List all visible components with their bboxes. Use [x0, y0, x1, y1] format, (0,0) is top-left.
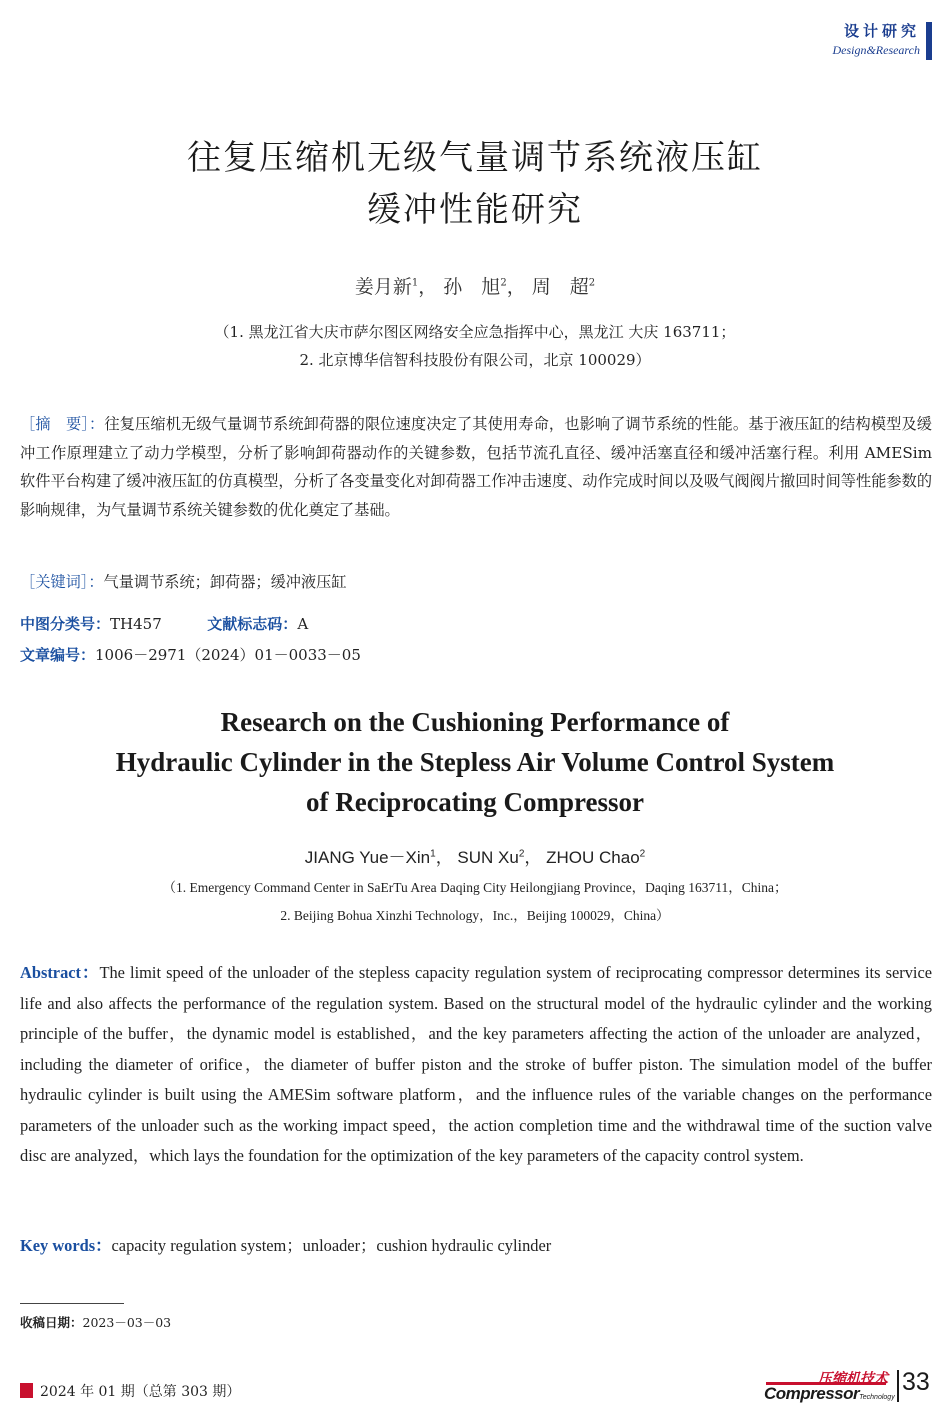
cn-keywords-text: 气量调节系统；卸荷器；缓冲液压缸 — [103, 573, 347, 591]
cn-author-3: 周 超 — [531, 276, 589, 298]
cn-affiliation-2: 2. 北京博华信智科技股份有限公司，北京 100029） — [299, 351, 651, 369]
cn-affiliation-1: （1. 黑龙江省大庆市萨尔图区网络安全应急指挥中心，黑龙江 大庆 163711； — [214, 323, 736, 341]
en-title — [0, 702, 950, 822]
en-title-line1: Research on the Cushioning Performance of — [220, 707, 730, 737]
cn-author-1: 姜月新 — [354, 276, 412, 298]
en-title-line3: of Reciprocating Compressor — [306, 787, 644, 817]
en-author-sep: ， — [524, 848, 542, 867]
article-number-label: 文章编号： — [20, 646, 96, 664]
doc-code-value: A — [297, 615, 309, 633]
cn-keywords — [20, 569, 932, 595]
clc-label: 中图分类号： — [20, 615, 111, 633]
cn-authors — [0, 272, 950, 299]
section-tag-bar — [926, 22, 932, 60]
en-author-2: SUN Xu — [457, 848, 519, 867]
received-date-value: 2023－03－03 — [82, 1315, 172, 1330]
journal-name-cn: 压缩机技术 — [818, 1371, 888, 1387]
cn-keywords-label: ［关键词］： — [20, 573, 104, 591]
article-number-line — [20, 643, 361, 667]
en-author-3-sup: 2 — [639, 848, 646, 860]
journal-name-en-main: Compressor — [764, 1384, 860, 1403]
section-tag — [832, 20, 920, 58]
page-number: 33 — [902, 1368, 930, 1396]
cn-title — [0, 132, 950, 236]
doc-code-label: 文献标志码： — [207, 615, 298, 633]
en-affiliation-2: 2. Beijing Bohua Xinzhi Technology，Inc.，Beijing 100029，China） — [280, 908, 670, 923]
classification-line — [20, 612, 308, 636]
en-keywords-text: capacity regulation system；unloader；cushion hydraulic cylinder — [111, 1236, 552, 1255]
en-author-2-sup: 2 — [518, 848, 525, 860]
en-keywords — [20, 1233, 932, 1259]
page-number-divider — [897, 1370, 899, 1402]
en-affiliation-1: （1. Emergency Command Center in SaErTu Area Daqing City Heilongjiang Province，Daqing 163711，China； — [162, 880, 788, 895]
footnote-divider — [20, 1303, 124, 1304]
cn-author-sep: ， — [506, 276, 526, 298]
en-author-3: ZHOU Chao — [546, 848, 640, 867]
cn-author-2-sup: 2 — [500, 277, 507, 289]
journal-name-en — [764, 1384, 895, 1404]
received-date-label: 收稿日期： — [20, 1315, 83, 1330]
issue-info: 2024 年 01 期（总第 303 期） — [40, 1384, 241, 1400]
cn-abstract-label: ［摘 要］： — [20, 415, 105, 433]
en-abstract — [20, 958, 932, 1172]
cn-abstract — [20, 410, 932, 524]
en-abstract-label: Abstract： — [20, 963, 100, 982]
en-title-line2: Hydraulic Cylinder in the Stepless Air Volume Control System — [115, 747, 835, 777]
en-authors — [0, 843, 950, 868]
cn-abstract-text: 往复压缩机无级气量调节系统卸荷器的限位速度决定了其使用寿命，也影响了调节系统的性能。基于液压缸的结构模型及缓冲工作原理建立了动力学模型，分析了影响卸荷器动作的关键参数，包括节流孔直径、缓冲活塞直径和缓冲活塞行程。利用 AMESim 软件平台构建了缓冲液压缸的仿真模型，分析了各变量变化对卸荷器工作冲击速度、动作完成时间以及吸气阀阀片撤回时间等性能参数的影响规律，为气量调节系统关键参数的优化奠定了基础。 — [20, 415, 932, 519]
cn-title-line2: 缓冲性能研究 — [367, 190, 583, 230]
cn-author-2: 孙 旭 — [443, 276, 501, 298]
cn-author-3-sup: 2 — [588, 277, 596, 289]
received-date — [20, 1313, 171, 1331]
section-tag-en: Design&Research — [832, 43, 920, 57]
journal-name-en-small: Technology — [859, 1394, 895, 1401]
article-number-value: 1006－2971（2024）01－0033－05 — [95, 646, 361, 664]
journal-logo — [764, 1368, 894, 1404]
en-author-sep: ， — [435, 848, 453, 867]
en-affiliations — [0, 874, 950, 930]
en-author-1-sup: 1 — [430, 848, 436, 860]
cn-author-sep: ， — [418, 276, 438, 298]
en-author-1: JIANG Yue－Xin — [304, 848, 431, 867]
cn-author-1-sup: 1 — [411, 277, 419, 289]
cn-affiliations — [0, 318, 950, 374]
section-tag-cn: 设计研究 — [843, 22, 920, 40]
en-keywords-label: Key words： — [20, 1236, 112, 1255]
cn-title-line1: 往复压缩机无级气量调节系统液压缸 — [187, 138, 763, 178]
issue-marker — [20, 1383, 33, 1398]
en-abstract-text: The limit speed of the unloader of the stepless capacity regulation system of reciprocating compressor determines its service life and also affects the performance of the regulation system. Based on the structural model of the hydraulic cylinder and the working principle of the buffer，the dynamic model is established，and the key parameters affecting the action of the unloader are analyzed，including the diameter of orifice，the diameter of buffer piston and the stroke of buffer piston. The simulation model of the buffer hydraulic cylinder is built using the AMESim software platform，and the influence rules of the variable changes on the performance parameters of the unloader such as the working impact speed，the action completion time and the withdrawal time of the suction valve disc are analyzed，which lays the foundation for the optimization of the key parameters of the capacity control system. — [20, 963, 932, 1165]
clc-value: TH457 — [110, 615, 162, 633]
